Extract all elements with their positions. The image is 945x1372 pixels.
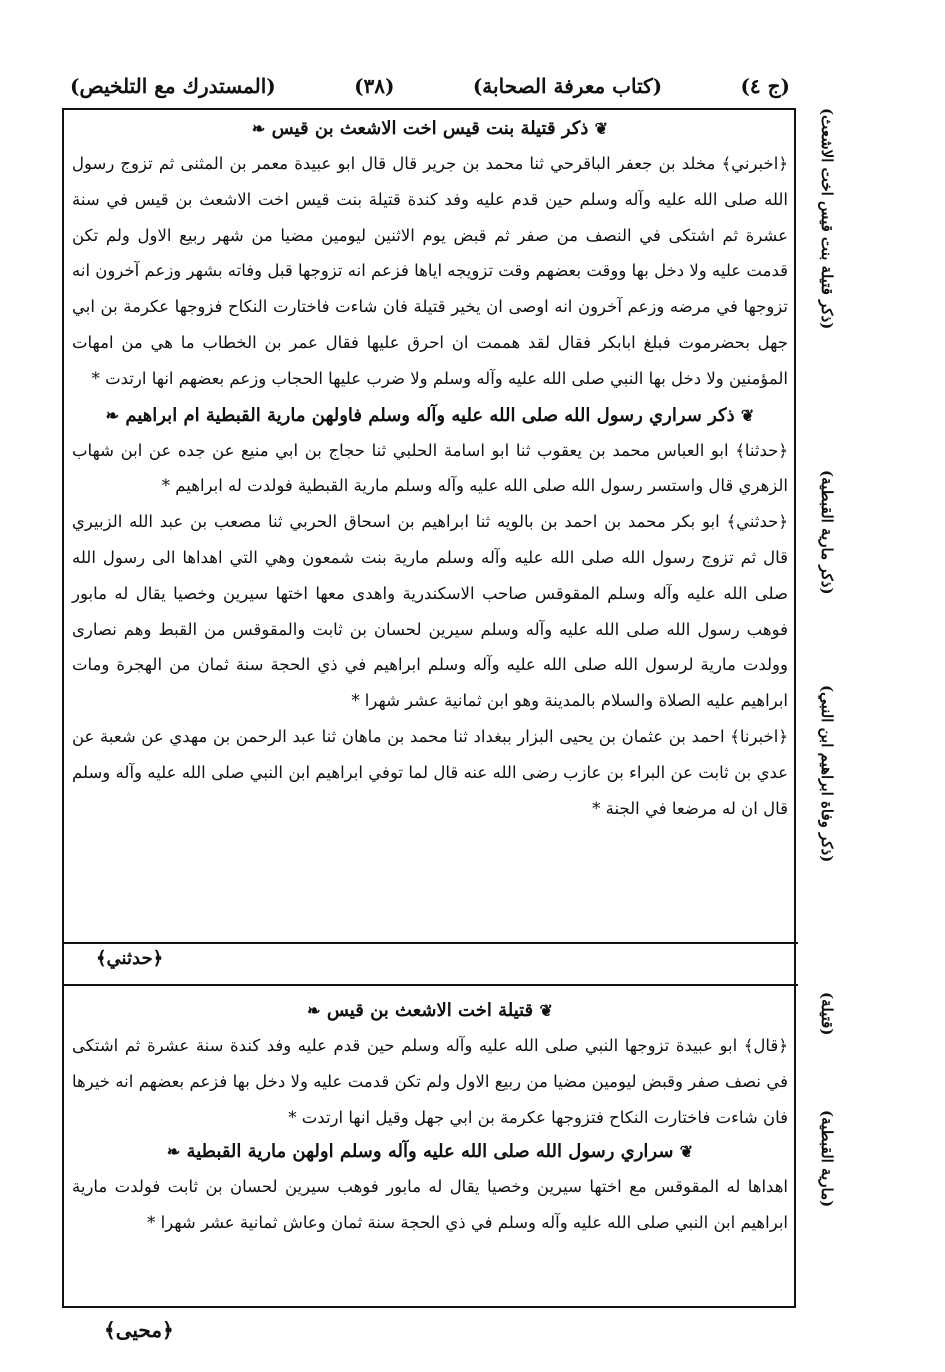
ornament-right-icon: ❦ [594, 119, 609, 138]
margin-notes [800, 100, 840, 1300]
divider-lower [62, 984, 798, 986]
margin-note: (ذكر مارية القبطية) [818, 470, 836, 595]
margin-note: (ذكر وفاة ابراهيم ابن النبي) [818, 685, 836, 863]
summary-heading-sarari: ❦ سراري رسول الله صلى الله عليه وآله وسلم اولهن مارية القبطية ❧ [166, 1141, 694, 1163]
section-heading-qutayla: ❦ ذكر قتيلة بنت قيس اخت الاشعث بن قيس ❧ [251, 118, 609, 139]
ornament-left-icon: ❧ [251, 119, 266, 138]
section-title: (كتاب معرفة الصحابة) [472, 74, 663, 98]
summary-paragraph-qutayla: ﴿قال﴾ ابو عبيدة تزوجها النبي صلى الله عليه وآله وسلم حين قدم عليه وفد كندة سنة عشرة ثم اشتكى في نصف صفر وقبض ليومين مضيا من ربيع الاول ولم تكن قدمت عليه ولا دخل بها فزعم بعضهم انه خيرها فان شاءت فاختارت النكاح فتزوجها عكرمة بن ابي جهل وقيل انها ارتدت * [72, 1036, 788, 1127]
section-heading-sarari: ❦ ذكر سراري رسول الله صلى الله عليه وآله وسلم فاولهن مارية القبطية ام ابراهيم ❧ [105, 404, 755, 426]
divider-upper [62, 942, 798, 944]
page-number: (٣٨) [354, 74, 395, 98]
ornament-left-icon: ❧ [166, 1142, 181, 1162]
ornament-right-icon: ❦ [679, 1142, 694, 1162]
upper-text [72, 112, 788, 826]
ornament-left-icon: ❧ [307, 1001, 321, 1020]
book-title: (المستدرك مع التلخيص) [70, 74, 276, 98]
footer-catchword: ﴿محيى﴾ [104, 1318, 174, 1342]
page-header [70, 68, 790, 104]
paragraph-ibrahim: ﴿اخبرنا﴾ احمد بن عثمان بن يحيى البزار ببغداد ثنا محمد بن ماهان ثنا عبد الرحمن بن مهدي عن شعبة عن عدي بن ثابت عن البراء بن عازب رضى الله عنه قال لما توفي ابراهيم ابن النبي صلى الله عليه وآله وسلم قال ان له مرضعا في الجنة * [72, 726, 788, 818]
paragraph-mariya-2: ﴿حدثني﴾ ابو بكر محمد بن احمد بن بالويه ثنا ابراهيم بن اسحاق الحربي ثنا مصعب بن عبد الله الزبيري قال ثم تزوج رسول الله صلى الله عليه وآله وسلم مارية بنت شمعون وهي التي اهداها الى رسول الله صلى الله عليه وآله وسلم المقوقس صاحب الاسكندرية واهدى معها اختها سيرين وخصيا يقال له مابور فوهب رسول الله صلى الله عليه وآله وسلم سيرين لحسان بن ثابت والمقوقس من القبط وهم نصارى وولدت مارية لرسول الله صلى الله عليه وآله وسلم ابراهيم في ذي الحجة سنة ثمان من الهجرة ومات ابراهيم عليه الصلاة والسلام بالمدينة وهو ابن ثمانية عشر شهرا * [72, 512, 788, 711]
margin-note: (ذكر قتيلة بنت قيس اخت الاشعث) [818, 108, 836, 330]
margin-note: (مارية القبطية) [818, 1110, 836, 1208]
lower-label: ﴿حدثني﴾ [96, 948, 164, 969]
margin-note: (قتيلة) [818, 992, 836, 1036]
paragraph-qutayla: ﴿اخبرني﴾ مخلد بن جعفر الباقرحي ثنا محمد بن جرير قال قال ابو عبيدة معمر بن المثنى ثم تزوج رسول الله صلى الله عليه وآله وسلم حين قدم عليه وفد كندة قتيلة بنت قيس اخت الاشعث بن قيس في سنة عشرة ثم اشتكى في النصف من صفر ثم قبض يوم الاثنين ليومين مضيا من شهر ربيع الاول ولم تكن قدمت عليه ولا دخل بها ووقت بعضهم وقت تزويجه اياها فزعم انه تزوجها قبل وفاته بشهر وزعم آخرون انه تزوجها في مرضه وزعم آخرون انه اوصى ان يخير قتيلة فان شاءت فاختارت النكاح فزوجها عكرمة بن ابي جهل بحضرموت فبلغ ابابكر فقال لقد هممت ان احرق عليها فقال عمر بن الخطاب ما هي من امهات المؤمنين ولا دخل بها النبي صلى الله عليه وآله وسلم ولا ضرب عليها الحجاب وزعم بعضهم انها ارتدت * [72, 154, 788, 388]
lower-text [72, 994, 788, 1241]
summary-paragraph-mariya: اهداها له المقوقس مع اختها سيرين وخصيا يقال له مابور فوهب سيرين لحسان بن ثابت فولدت مارية ابراهيم ابن النبي صلى الله عليه وآله وسلم في ذي الحجة سنة ثمان وعاش ثمانية عشر شهرا * [72, 1177, 788, 1233]
ornament-left-icon: ❧ [105, 405, 120, 425]
volume-number: (ج ٤) [740, 74, 790, 98]
summary-heading-qutayla: ❦ قتيلة اخت الاشعث بن قيس ❧ [307, 1000, 553, 1021]
ornament-right-icon: ❦ [539, 1001, 553, 1020]
ornament-right-icon: ❦ [740, 405, 755, 425]
paragraph-mariya-1: ﴿حدثنا﴾ ابو العباس محمد بن يعقوب ثنا ابو اسامة الحلبي ثنا حجاج بن ابي منيع عن جده عن ابن شهاب الزهري قال واستسر رسول الله صلى الله عليه وآله وسلم مارية القبطية فولدت له ابراهيم * [72, 440, 788, 496]
